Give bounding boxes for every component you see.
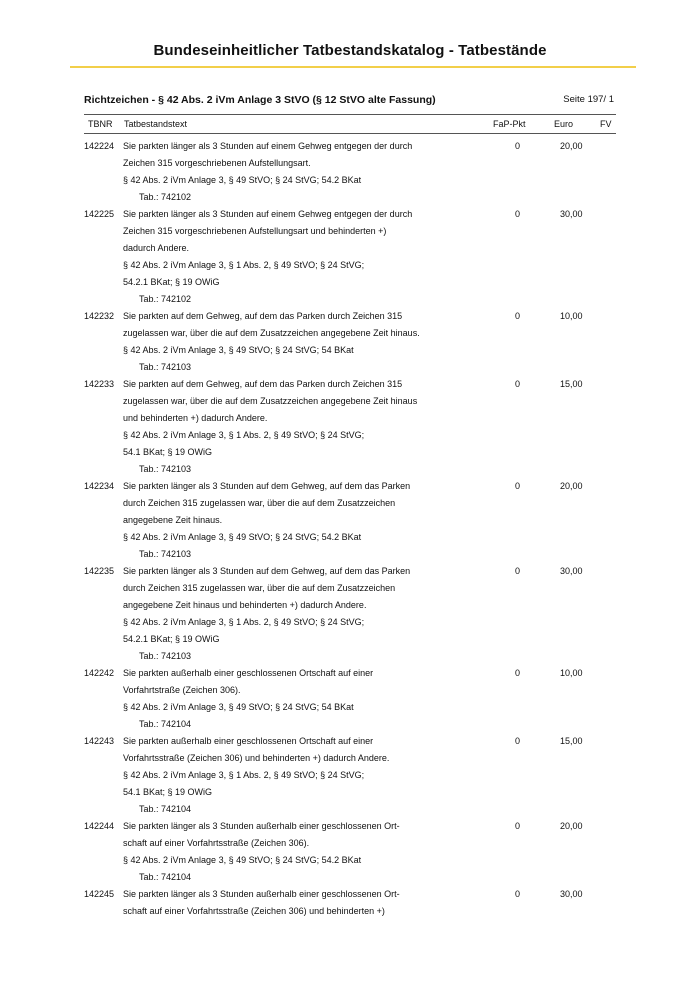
- entry-line: [84, 716, 616, 733]
- entry-tbnr: 142224: [84, 141, 115, 151]
- entry-line: [84, 376, 616, 393]
- entry-text: Sie parkten länger als 3 Stunden auf einem Gehweg entgegen der durch: [123, 141, 413, 151]
- entry-line: [84, 767, 616, 784]
- entry-text: Zeichen 315 vorgeschriebenen Aufstellungsart und behinderten +): [123, 226, 387, 236]
- entry-tbnr: 142242: [84, 668, 115, 678]
- entry-tab-reference: Tab.: 742104: [139, 872, 192, 882]
- entry-text: § 42 Abs. 2 iVm Anlage 3, § 1 Abs. 2, § 49 StVO; § 24 StVG;: [123, 430, 365, 440]
- entry-line: [84, 699, 616, 716]
- entry-text: 54.1 BKat; § 19 OWiG: [123, 447, 213, 457]
- entry-tab-reference: Tab.: 742103: [139, 549, 192, 559]
- entry-euro: 30,00: [560, 209, 583, 219]
- entry-text: Sie parkten länger als 3 Stunden außerhalb einer geschlossenen Ort-: [123, 889, 400, 899]
- entry-line: [84, 342, 616, 359]
- entry-line: [84, 223, 616, 240]
- table-row: [84, 733, 616, 818]
- entry-tab-reference: Tab.: 742104: [139, 719, 192, 729]
- table-row: [84, 478, 616, 563]
- entry-tab-reference: Tab.: 742102: [139, 294, 192, 304]
- entry-line: [84, 155, 616, 172]
- entry-line: [84, 733, 616, 750]
- entry-line: [84, 138, 616, 155]
- page-title: Bundeseinheitlicher Tatbestandskatalog - Tatbestände: [153, 42, 547, 59]
- column-header-row: [84, 114, 616, 134]
- entry-text: schaft auf einer Vorfahrtsstraße (Zeichen 306) und behinderten +): [123, 906, 385, 916]
- entry-fap-points: 0: [515, 736, 521, 746]
- table-row: [84, 818, 616, 886]
- entry-line: [84, 597, 616, 614]
- entry-tab-reference: Tab.: 742103: [139, 651, 192, 661]
- entry-line: [84, 257, 616, 274]
- table-row: [84, 308, 616, 376]
- entry-line: [84, 631, 616, 648]
- entry-line: [84, 546, 616, 563]
- entry-line: [84, 750, 616, 767]
- entry-text: § 42 Abs. 2 iVm Anlage 3, § 49 StVO; § 24 StVG; 54 BKat: [123, 702, 354, 712]
- entry-text: § 42 Abs. 2 iVm Anlage 3, § 1 Abs. 2, § 49 StVO; § 24 StVG;: [123, 770, 365, 780]
- entry-text: § 42 Abs. 2 iVm Anlage 3, § 49 StVO; § 24 StVG; 54.2 BKat: [123, 175, 362, 185]
- entry-line: [84, 682, 616, 699]
- entry-text: 54.2.1 BKat; § 19 OWiG: [123, 634, 220, 644]
- entry-text: zugelassen war, über die auf dem Zusatzzeichen angegebene Zeit hinaus.: [123, 328, 420, 338]
- entry-tab-reference: Tab.: 742102: [139, 192, 192, 202]
- entry-line: [84, 903, 616, 920]
- entry-text: dadurch Andere.: [123, 243, 190, 253]
- column-header-fv: FV: [600, 119, 612, 129]
- entry-line: [84, 189, 616, 206]
- entry-line: [84, 240, 616, 257]
- column-header-text: Tatbestandstext: [124, 119, 188, 129]
- entry-line: [84, 784, 616, 801]
- entry-line: [84, 818, 616, 835]
- entry-euro: 20,00: [560, 481, 583, 491]
- entry-fap-points: 0: [515, 481, 521, 491]
- entry-tab-reference: Tab.: 742104: [139, 804, 192, 814]
- entry-line: [84, 648, 616, 665]
- entry-line: [84, 410, 616, 427]
- entry-line: [84, 835, 616, 852]
- entry-line: [84, 852, 616, 869]
- column-header-fap: FaP-Pkt: [493, 119, 526, 129]
- entry-line: [84, 393, 616, 410]
- entry-text: § 42 Abs. 2 iVm Anlage 3, § 1 Abs. 2, § 49 StVO; § 24 StVG;: [123, 617, 365, 627]
- entry-line: [84, 308, 616, 325]
- entry-fap-points: 0: [515, 668, 521, 678]
- entry-line: [84, 427, 616, 444]
- entry-text: § 42 Abs. 2 iVm Anlage 3, § 1 Abs. 2, § 49 StVO; § 24 StVG;: [123, 260, 365, 270]
- entry-euro: 15,00: [560, 736, 583, 746]
- entry-line: [84, 478, 616, 495]
- entry-euro: 30,00: [560, 889, 583, 899]
- entry-line: [84, 495, 616, 512]
- entry-text: angegebene Zeit hinaus und behinderten +) dadurch Andere.: [123, 600, 367, 610]
- entry-euro: 15,00: [560, 379, 583, 389]
- section-header: [84, 94, 616, 110]
- entry-fap-points: 0: [515, 379, 521, 389]
- page-number: Seite 197/ 1: [563, 94, 614, 105]
- entry-text: Sie parkten außerhalb einer geschlossenen Ortschaft auf einer: [123, 736, 374, 746]
- entry-line: [84, 665, 616, 682]
- entry-line: [84, 274, 616, 291]
- entry-fap-points: 0: [515, 311, 521, 321]
- entry-text: und behinderten +) dadurch Andere.: [123, 413, 268, 423]
- entry-line: [84, 461, 616, 478]
- entry-line: [84, 886, 616, 903]
- entry-line: [84, 580, 616, 597]
- entry-text: Vorfahrtsstraße (Zeichen 306) und behinderten +) dadurch Andere.: [123, 753, 390, 763]
- entry-line: [84, 614, 616, 631]
- entry-text: § 42 Abs. 2 iVm Anlage 3, § 49 StVO; § 24 StVG; 54 BKat: [123, 345, 354, 355]
- entries-list: [84, 138, 616, 920]
- entry-line: [84, 291, 616, 308]
- entry-fap-points: 0: [515, 566, 521, 576]
- entry-text: Sie parkten außerhalb einer geschlossenen Ortschaft auf einer: [123, 668, 374, 678]
- entry-tab-reference: Tab.: 742103: [139, 464, 192, 474]
- entry-line: [84, 172, 616, 189]
- entry-line: [84, 206, 616, 223]
- entry-text: Sie parkten länger als 3 Stunden auf einem Gehweg entgegen der durch: [123, 209, 413, 219]
- entry-euro: 10,00: [560, 311, 583, 321]
- entry-text: 54.1 BKat; § 19 OWiG: [123, 787, 213, 797]
- entry-text: Sie parkten länger als 3 Stunden auf dem Gehweg, auf dem das Parken: [123, 481, 411, 491]
- entry-tbnr: 142225: [84, 209, 115, 219]
- entry-euro: 10,00: [560, 668, 583, 678]
- entry-text: Sie parkten länger als 3 Stunden auf dem Gehweg, auf dem das Parken: [123, 566, 411, 576]
- entry-text: § 42 Abs. 2 iVm Anlage 3, § 49 StVO; § 24 StVG; 54.2 BKat: [123, 532, 362, 542]
- entry-fap-points: 0: [515, 209, 521, 219]
- entry-tbnr: 142243: [84, 736, 115, 746]
- entry-euro: 20,00: [560, 141, 583, 151]
- entry-fap-points: 0: [515, 141, 521, 151]
- entry-text: § 42 Abs. 2 iVm Anlage 3, § 49 StVO; § 24 StVG; 54.2 BKat: [123, 855, 362, 865]
- entry-line: [84, 512, 616, 529]
- table-row: [84, 206, 616, 308]
- entry-tbnr: 142233: [84, 379, 115, 389]
- table-row: [84, 138, 616, 206]
- entry-text: 54.2.1 BKat; § 19 OWiG: [123, 277, 220, 287]
- entry-fap-points: 0: [515, 821, 521, 831]
- entry-euro: 30,00: [560, 566, 583, 576]
- entry-tbnr: 142235: [84, 566, 115, 576]
- entry-tbnr: 142234: [84, 481, 115, 491]
- entry-line: [84, 869, 616, 886]
- entry-euro: 20,00: [560, 821, 583, 831]
- section-title: Richtzeichen - § 42 Abs. 2 iVm Anlage 3 StVO (§ 12 StVO alte Fassung): [84, 94, 436, 106]
- entry-tbnr: 142245: [84, 889, 115, 899]
- table-row: [84, 376, 616, 478]
- entry-tab-reference: Tab.: 742103: [139, 362, 192, 372]
- column-header-tbnr: TBNR: [88, 119, 113, 129]
- entry-text: durch Zeichen 315 zugelassen war, über die auf dem Zusatzzeichen: [123, 498, 396, 508]
- entry-text: Zeichen 315 vorgeschriebenen Aufstellungsart.: [123, 158, 311, 168]
- entry-text: zugelassen war, über die auf dem Zusatzzeichen angegebene Zeit hinaus: [123, 396, 418, 406]
- table-row: [84, 665, 616, 733]
- entry-fap-points: 0: [515, 889, 521, 899]
- entry-text: Sie parkten länger als 3 Stunden außerhalb einer geschlossenen Ort-: [123, 821, 400, 831]
- entry-tbnr: 142232: [84, 311, 115, 321]
- entry-text: angegebene Zeit hinaus.: [123, 515, 223, 525]
- entry-line: [84, 563, 616, 580]
- entry-text: schaft auf einer Vorfahrtsstraße (Zeichen 306).: [123, 838, 310, 848]
- title-divider: [70, 66, 636, 68]
- column-header-euro: Euro: [554, 119, 574, 129]
- table-row: [84, 886, 616, 920]
- entry-tbnr: 142244: [84, 821, 115, 831]
- entry-text: durch Zeichen 315 zugelassen war, über die auf dem Zusatzzeichen: [123, 583, 396, 593]
- entry-text: Sie parkten auf dem Gehweg, auf dem das Parken durch Zeichen 315: [123, 379, 403, 389]
- entry-text: Vorfahrtstraße (Zeichen 306).: [123, 685, 241, 695]
- entry-line: [84, 359, 616, 376]
- entry-line: [84, 325, 616, 342]
- entry-line: [84, 444, 616, 461]
- entry-text: Sie parkten auf dem Gehweg, auf dem das Parken durch Zeichen 315: [123, 311, 403, 321]
- table-row: [84, 563, 616, 665]
- entry-line: [84, 529, 616, 546]
- entry-line: [84, 801, 616, 818]
